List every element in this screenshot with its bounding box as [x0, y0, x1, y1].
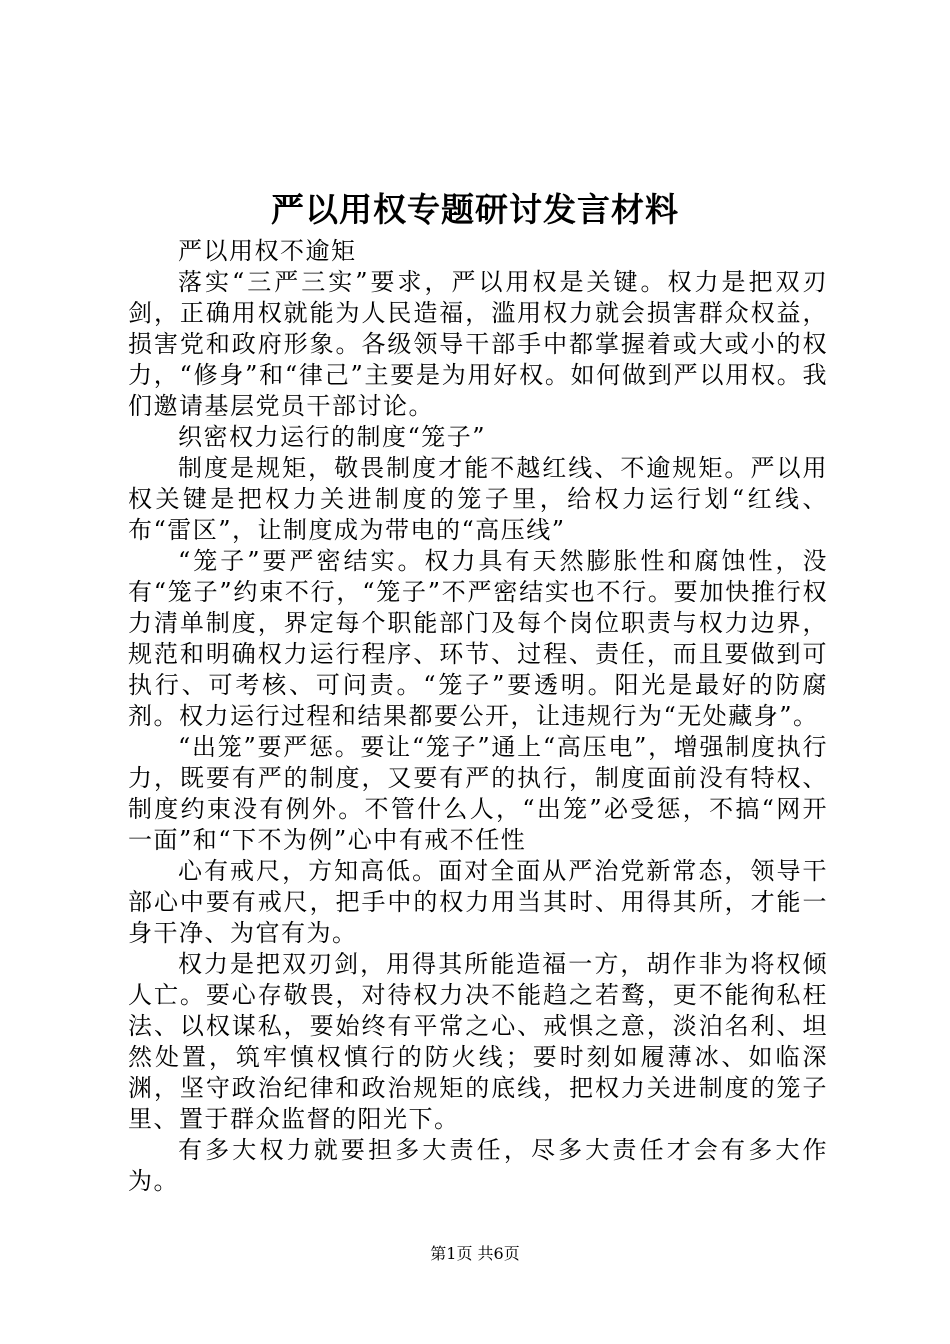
paragraph: 有多大权力就要担多大责任，尽多大责任才会有多大作为。 — [128, 1136, 828, 1195]
section-heading: 织密权力运行的制度“笼子” — [178, 423, 487, 451]
document-body — [128, 236, 828, 1197]
section-heading: 严以用权不逾矩 — [178, 237, 357, 265]
paragraph: 制度是规矩，敬畏制度才能不越红线、不逾规矩。严以用权关键是把权力关进制度的笼子里，给权力运行划“红线、布“雷区”，让制度成为带电的“高压线” — [128, 454, 828, 544]
paragraph: 权力是把双刃剑，用得其所能造福一方，胡作非为将权倾人亡。要心存敬畏，对待权力决不能趋之若鹜，更不能徇私枉法、以权谋私，要始终有平常之心、戒惧之意，淡泊名利、坦然处置，筑牢慎权慎行的防火线；要时刻如履薄冰、如临深渊，坚守政治纪律和政治规矩的底线，把权力关进制度的笼子里、置于群众监督的阳光下。 — [128, 950, 828, 1133]
document-title: 严以用权专题研讨发言材料 — [271, 190, 679, 229]
paragraph: “笼子”要严密结实。权力具有天然膨胀性和腐蚀性，没有“笼子”约束不行，“笼子”不严密结实也不行。要加快推行权力清单制度，界定每个职能部门及每个岗位职责与权力边界，规范和明确权力运行程序、环节、过程、责任，而且要做到可执行、可考核、可问责。“笼子”要透明。阳光是最好的防腐剂。权力运行过程和结果都要公开，让违规行为“无处藏身”。 — [128, 547, 828, 730]
paragraph: 落实“三严三实”要求，严以用权是关键。权力是把双刃剑，正确用权就能为人民造福，滥用权力就会损害群众权益，损害党和政府形象。各级领导干部手中都掌握着或大或小的权力，“修身”和“律己”主要是为用好权。如何做到严以用权。我们邀请基层党员干部讨论。 — [128, 268, 828, 420]
page-number-footer: 第1页 共6页 — [430, 1244, 520, 1263]
paragraph: “出笼”要严惩。要让“笼子”通上“高压电”，增强制度执行力，既要有严的制度，又要有严的执行，制度面前没有特权、制度约束没有例外。不管什么人，“出笼”必受惩，不搞“网开一面”和“下不为例”心中有戒不任性 — [128, 733, 828, 854]
paragraph: 心有戒尺，方知高低。面对全面从严治党新常态，领导干部心中要有戒尺，把手中的权力用当其时、用得其所，才能一身干净、为官有为。 — [128, 857, 828, 947]
